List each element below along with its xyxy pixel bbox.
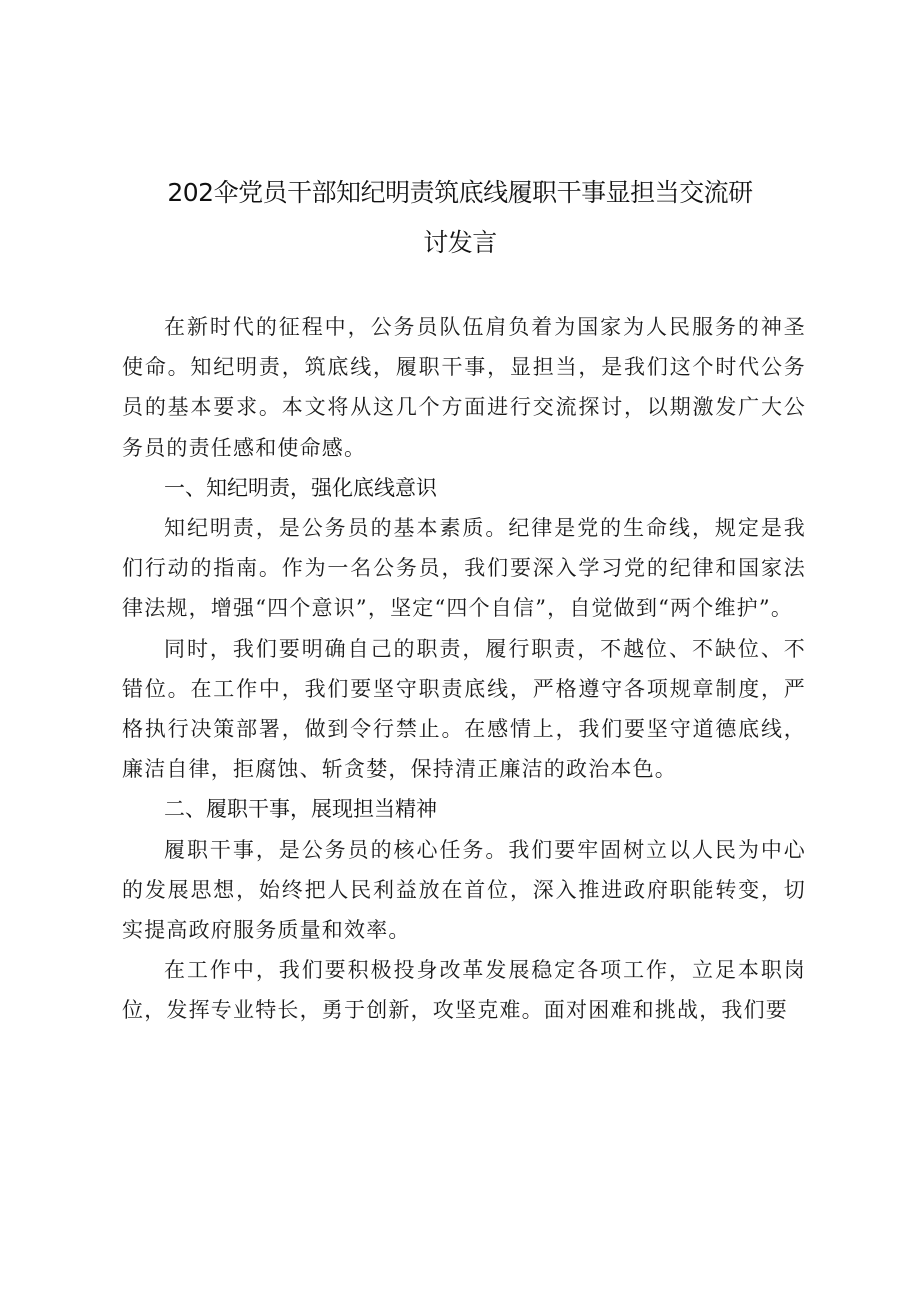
section-2-paragraph-2: 在工作中，我们要积极投身改革发展稳定各项工作，立足本职岗位，发挥专业特长，勇于创新，攻坚克难。面对困难和挑战，我们要 — [122, 958, 806, 1023]
section-1-paragraph-1: 知纪明责，是公务员的基本素质。纪律是党的生命线，规定是我们行动的指南。作为一名公务员，我们要深入学习党的纪律和国家法律法规，增强“四个意识”，坚定“四个自信”，自觉做到“两个维护”。 — [122, 516, 806, 621]
section-1-paragraph-2: 同时，我们要明确自己的职责，履行职责，不越位、不缺位、不错位。在工作中，我们要坚守职责底线，严格遵守各项规章制度，严格执行决策部署，做到令行禁止。在感情上，我们要坚守道德底线，廉洁自律，拒腐蚀、斩贪婪，保持清正廉洁的政治本色。 — [122, 636, 806, 782]
section-2-heading: 二、履职干事，展现担当精神 — [164, 797, 437, 822]
document-body — [122, 307, 806, 1031]
section-2-paragraph-1: 履职干事，是公务员的核心任务。我们要牢固树立以人民为中心的发展思想，始终把人民利益放在首位，深入推进政府职能转变，切实提高政府服务质量和效率。 — [122, 837, 806, 943]
intro-paragraph: 在新时代的征程中，公务员队伍肩负着为国家为人民服务的神圣使命。知纪明责，筑底线，履职干事，显担当，是我们这个时代公务员的基本要求。本文将从这几个方面进行交流探讨，以期激发广大公务员的责任感和使命感。 — [122, 315, 806, 460]
section-1-heading: 一、知纪明责，强化底线意识 — [164, 475, 437, 500]
title-line-1: 202伞党员干部知纪明责筑底线履职干事显担当交流研 — [167, 178, 753, 207]
title-line-2: 讨发言 — [423, 228, 497, 257]
document-title — [120, 168, 800, 268]
